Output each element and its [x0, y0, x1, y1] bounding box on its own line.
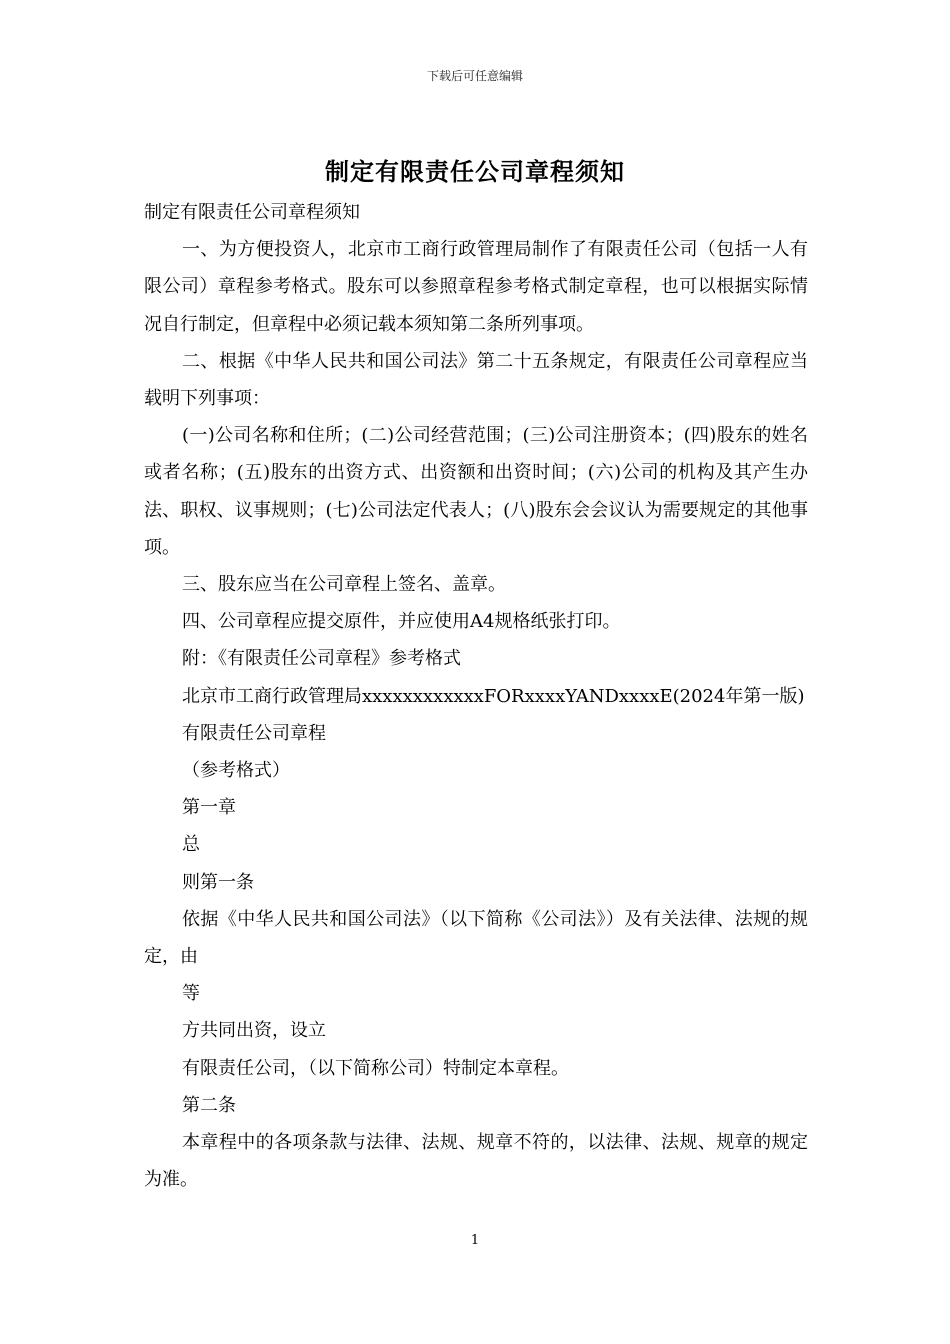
document-title: 制定有限责任公司章程须知 — [325, 158, 625, 186]
subtitle-paragraph: 制定有限责任公司章程须知 — [144, 202, 360, 223]
paragraph-appendix: 附：《有限责任公司章程》参考格式 — [182, 648, 461, 670]
paragraph-etc: 等 — [182, 983, 200, 1005]
paragraph-item-3: 三、股东应当在公司章程上签名、盖章。 — [182, 574, 506, 596]
paragraph-issuer: 北京市工商行政管理局xxxxxxxxxxxxFORxxxxYANDxxxxE(2024年第一版) — [182, 685, 805, 707]
paragraph-reference-format: （参考格式） — [182, 760, 290, 782]
paragraph-chapter-one: 第一章 — [182, 797, 236, 819]
header-note: 下载后可任意编辑 — [426, 69, 523, 83]
paragraph-basis: 依据《中华人民共和国公司法》（以下简称《公司法》）及有关法律、法规的规定，由 — [144, 908, 808, 968]
page-number: 1 — [470, 1233, 480, 1248]
paragraph-item-2: 二、根据《中华人民共和国公司法》第二十五条规定，有限责任公司章程应当载明下列事项： — [144, 350, 808, 410]
paragraph-precedence: 本章程中的各项条款与法律、法规、规章不符的，以法律、法规、规章的规定为准。 — [144, 1132, 808, 1191]
paragraph-general: 总 — [182, 834, 200, 856]
paragraph-article-one: 则第一条 — [182, 871, 254, 893]
paragraph-company-naming: 有限责任公司，（以下简称公司）特制定本章程。 — [182, 1057, 569, 1079]
paragraph-item-1: 一、为方便投资人，北京市工商行政管理局制作了有限责任公司（包括一人有限公司）章程参考格式。股东可以参照章程参考格式制定章程，也可以根据实际情况自行制定，但章程中必须记载本须知第二条所列事项。 — [144, 239, 808, 335]
paragraph-required-items: (一)公司名称和住所；(二)公司经营范围；(三)公司注册资本；(四)股东的姓名或者名称；(五)股东的出资方式、出资额和出资时间；(六)公司的机构及其产生办法、职权、议事规则；(七)公司法定代表人；(八)股东会会议认为需要规定的其他事项。 — [144, 425, 808, 558]
document-body — [144, 194, 808, 1198]
paragraph-item-4: 四、公司章程应提交原件，并应使用A4规格纸张打印。 — [182, 611, 621, 633]
paragraph-joint-investment: 方共同出资，设立 — [182, 1020, 326, 1042]
paragraph-article-two: 第二条 — [182, 1094, 236, 1116]
paragraph-charter-title: 有限责任公司章程 — [182, 722, 326, 744]
